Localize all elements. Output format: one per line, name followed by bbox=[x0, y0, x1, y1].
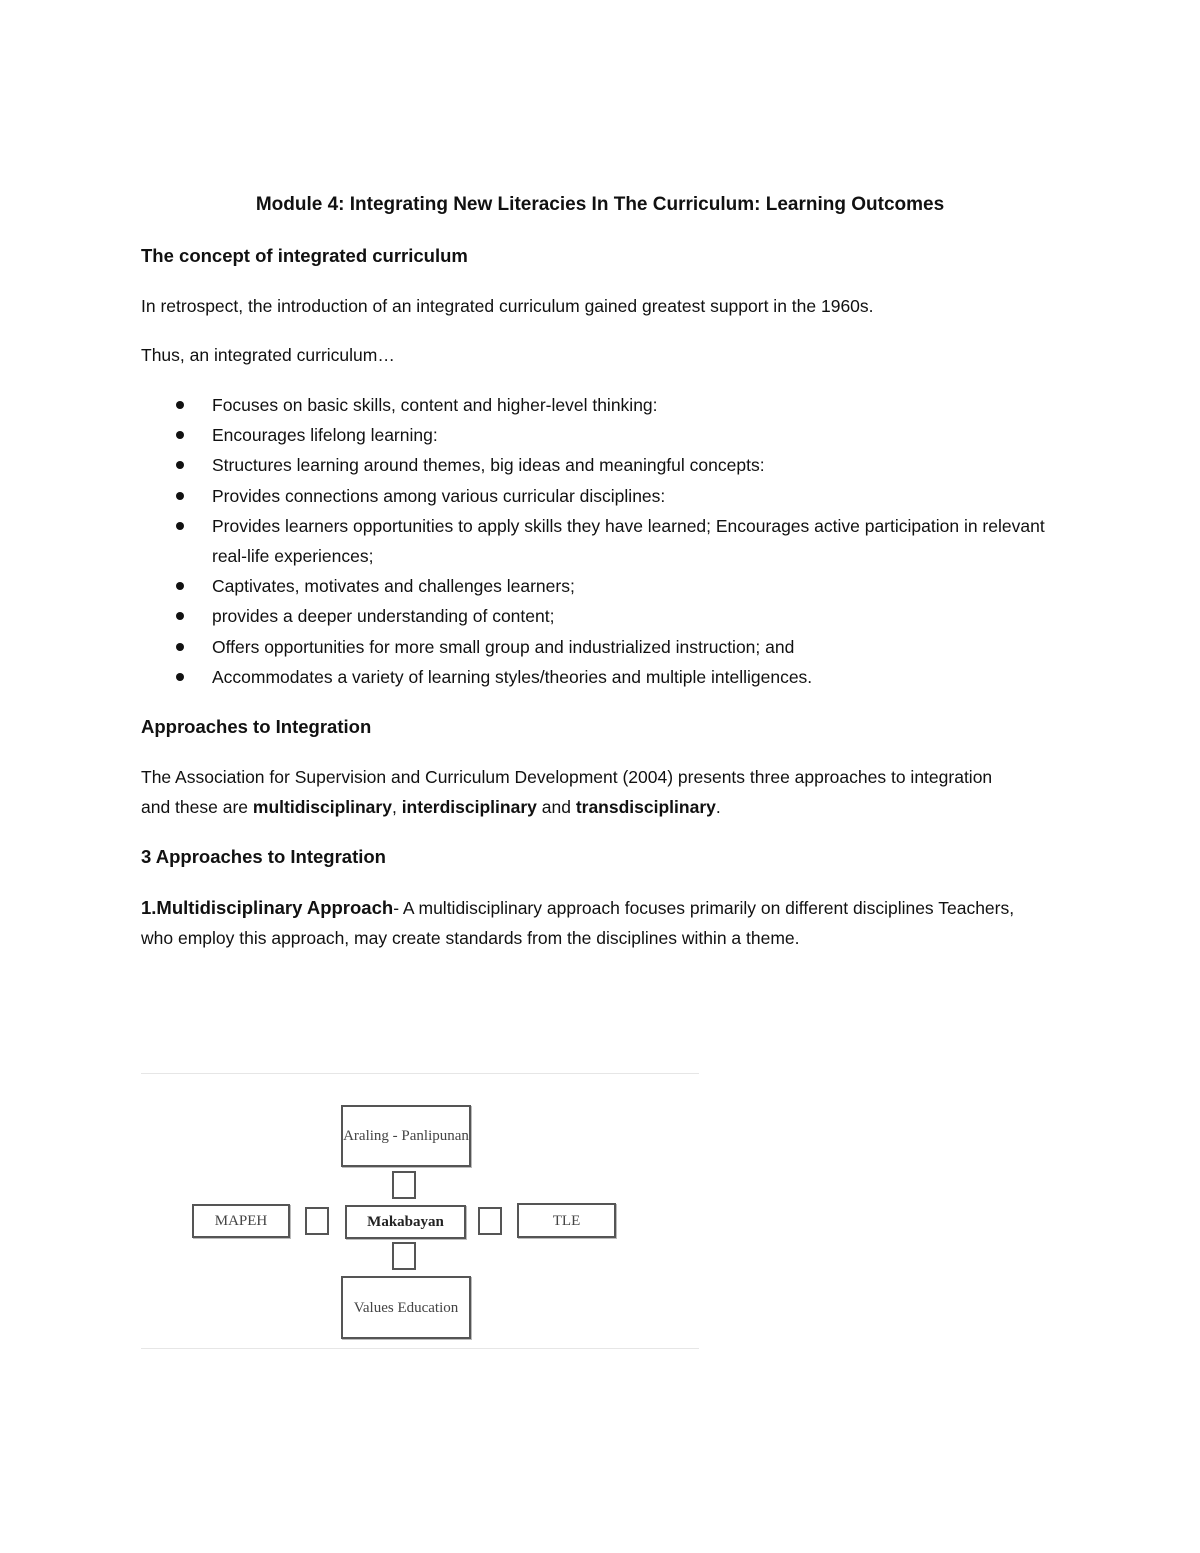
list-item: Captivates, motivates and challenges learners; bbox=[141, 571, 1071, 601]
list-item: Structures learning around themes, big ideas and meaningful concepts: bbox=[141, 450, 1071, 480]
section-heading-approaches: Approaches to Integration bbox=[141, 716, 372, 737]
bullet-icon bbox=[176, 612, 184, 620]
diagram-box-center: Makabayan bbox=[345, 1205, 466, 1239]
bullet-icon bbox=[176, 401, 184, 409]
diagram-box-top: Araling - Panlipunan bbox=[341, 1105, 471, 1167]
diagram-connector-top bbox=[392, 1171, 416, 1199]
paragraph-thus: Thus, an integrated curriculum… bbox=[141, 345, 395, 365]
diagram-connector-left bbox=[305, 1207, 329, 1235]
list-item: Accommodates a variety of learning styles/theories and multiple intelligences. bbox=[141, 662, 1071, 692]
section-heading-integrated-curriculum: The concept of integrated curriculum bbox=[141, 245, 468, 266]
term-transdisciplinary: transdisciplinary bbox=[575, 797, 716, 817]
diagram-box-right: TLE bbox=[517, 1203, 616, 1238]
bullet-icon bbox=[176, 522, 184, 530]
bullet-icon bbox=[176, 673, 184, 681]
bullet-list bbox=[141, 390, 1071, 692]
bullet-icon bbox=[176, 492, 184, 500]
multidisciplinary-label: 1.Multidisciplinary Approach bbox=[141, 897, 394, 918]
list-item: provides a deeper understanding of content; bbox=[141, 601, 1071, 631]
bullet-icon bbox=[176, 643, 184, 651]
diagram-box-left: MAPEH bbox=[192, 1204, 290, 1238]
bullet-icon bbox=[176, 431, 184, 439]
list-item: Provides learners opportunities to apply skills they have learned; Encourages active participation in relevant real-life experiences; bbox=[141, 511, 1071, 571]
bullet-icon bbox=[176, 582, 184, 590]
list-item: Focuses on basic skills, content and higher-level thinking: bbox=[141, 390, 1071, 420]
term-interdisciplinary: interdisciplinary bbox=[401, 797, 537, 817]
multidisciplinary-diagram bbox=[141, 1073, 699, 1349]
bullet-icon bbox=[176, 461, 184, 469]
list-item: Encourages lifelong learning: bbox=[141, 420, 1071, 450]
diagram-box-bottom: Values Education bbox=[341, 1276, 471, 1339]
diagram-connector-bottom bbox=[392, 1242, 416, 1270]
diagram-connector-right bbox=[478, 1207, 502, 1235]
paragraph-association: The Association for Supervision and Curriculum Development (2004) presents three approaches to integration and these are multidisciplinary, interdisciplinary and transdisciplinary. bbox=[141, 767, 993, 817]
paragraph-retrospect: In retrospect, the introduction of an integrated curriculum gained greatest support in the 1960s. bbox=[141, 296, 874, 316]
page-title: Module 4: Integrating New Literacies In The Curriculum: Learning Outcomes bbox=[255, 194, 945, 215]
section-heading-three-approaches: 3 Approaches to Integration bbox=[141, 846, 386, 867]
paragraph-multidisciplinary: 1.Multidisciplinary Approach- A multidisciplinary approach focuses primarily on different disciplines Teachers, who employ this approach, may create standards from the disciplines within a theme. bbox=[141, 897, 1015, 948]
list-item: Provides connections among various curricular disciplines: bbox=[141, 481, 1071, 511]
term-multidisciplinary: multidisciplinary bbox=[252, 797, 392, 817]
list-item: Offers opportunities for more small group and industrialized instruction; and bbox=[141, 632, 1071, 662]
